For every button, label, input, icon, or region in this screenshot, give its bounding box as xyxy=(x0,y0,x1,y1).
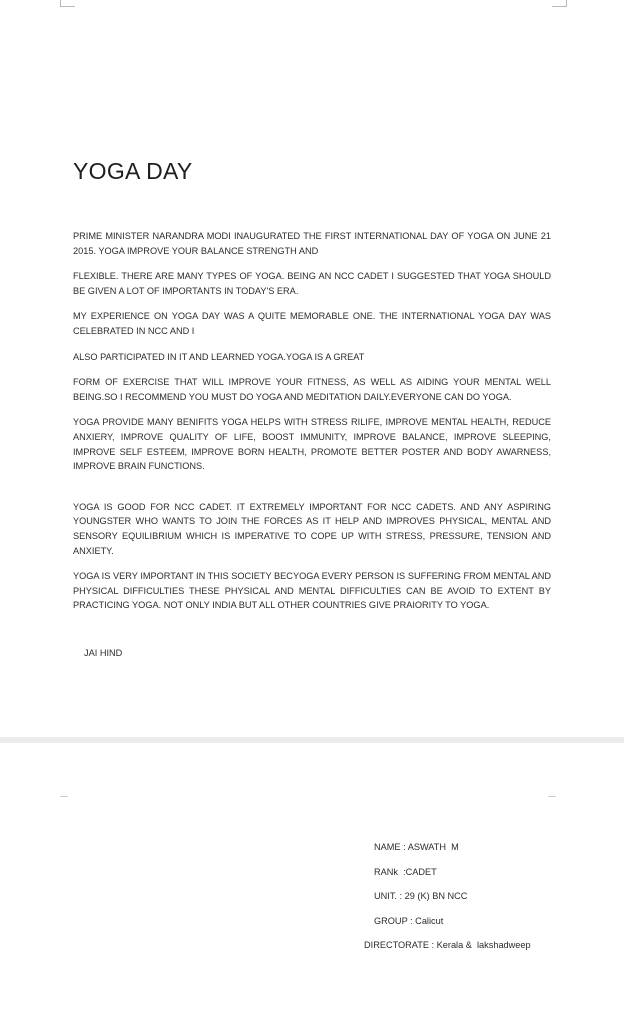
signature-name: NAME : ASWATH M xyxy=(374,842,459,852)
margin-tick-right xyxy=(548,796,556,797)
crop-mark-right xyxy=(552,0,567,7)
paragraph-2: FLEXIBLE. THERE ARE MANY TYPES OF YOGA. BEING AN NCC CADET I SUGGESTED THAT YOGA SHOULD BE GIVEN A LOT OF IMPORTANTS IN TODAY'S ERA. xyxy=(73,271,551,296)
signature-rank: RANk :CADET xyxy=(374,866,437,877)
margin-tick-left xyxy=(60,796,68,797)
signature-directorate: DIRECTORATE : Kerala & lakshadweep xyxy=(364,940,531,950)
document-title: YOGA DAY xyxy=(73,158,193,184)
paragraph-8: YOGA IS VERY IMPORTANT IN THIS SOCIETY BECYOGA EVERY PERSON IS SUFFERING FROM MENTAL AND PHYSICAL DIFFICULTIES THESE PHYSICAL AND MENTAL DIFFICULTIES CAN BE AVOID TO EXTENT BY PRACTICING YOGA. NOT ONLY INDIA BUT ALL OTHER COUNTRIES GIVE PRAIORITY TO YOGA. xyxy=(73,571,551,611)
paragraph-3: MY EXPERIENCE ON YOGA DAY WAS A QUITE MEMORABLE ONE. THE INTERNATIONAL YOGA DAY WAS CELEBRATED IN NCC AND I xyxy=(73,311,551,336)
paragraph-5: FORM OF EXERCISE THAT WILL IMPROVE YOUR FITNESS, AS WELL AS AIDING YOUR MENTAL WELL BEING.SO I RECOMMEND YOU MUST DO YOGA AND MEDITATION DAILY.EVERYONE CAN DO YOGA. xyxy=(73,377,551,402)
signature-unit: UNIT. : 29 (K) BN NCC xyxy=(374,891,468,901)
paragraph-6: YOGA PROVIDE MANY BENIFITS YOGA HELPS WITH STRESS RILIFE, IMPROVE MENTAL HEALTH, REDUCE ANXIERY, IMPROVE QUALITY OF LIFE, BOOST IMMUNITY, IMPROVE BALANCE, IMPROVE SLEEPING, IMPROVE SELF ESTEEM, IMPROVE BORN HEALTH, PROMOTE BETTER POSTER AND BODY AWARNESS, IMPROVE BRAIN FUNCTIONS. xyxy=(73,417,551,472)
document-body xyxy=(73,229,551,624)
paragraph-4: ALSO PARTICIPATED IN IT AND LEARNED YOGA.YOGA IS A GREAT xyxy=(73,351,365,362)
signature-group: GROUP : Calicut xyxy=(374,915,444,926)
paragraph-7: YOGA IS GOOD FOR NCC CADET. IT EXTREMELY IMPORTANT FOR NCC CADETS. AND ANY ASPIRING YOUNGSTER WHO WANTS TO JOIN THE FORCES AS IT HELP AND IMPROVES PHYSICAL, MENTAL AND SENSORY EQUILIBRIUM WHICH IS IMPERATIVE TO COPE UP WITH STRESS, PRESSURE, TENSION AND ANXIETY. xyxy=(73,501,551,556)
closing-salutation: JAI HIND xyxy=(84,648,123,658)
page-break-divider xyxy=(0,737,624,743)
paragraph-1: PRIME MINISTER NARANDRA MODI INAUGURATED THE FIRST INTERNATIONAL DAY OF YOGA ON JUNE 21 2015. YOGA IMPROVE YOUR BALANCE STRENGTH AND xyxy=(73,231,551,256)
crop-mark-left xyxy=(60,0,75,7)
signature-block xyxy=(364,841,614,964)
